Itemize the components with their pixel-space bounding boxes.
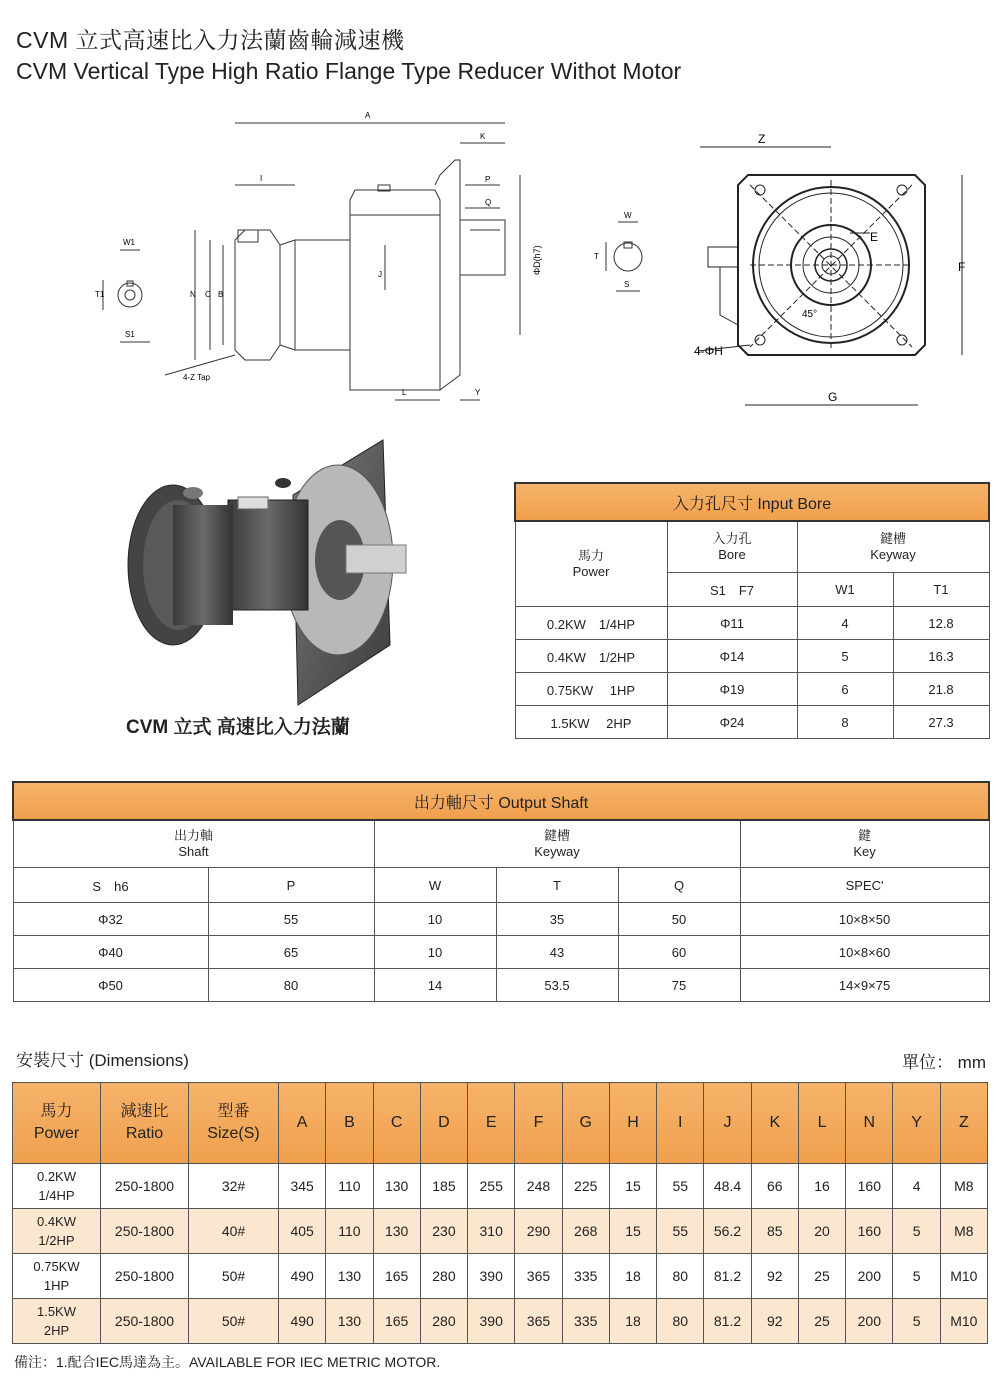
label-A: A <box>365 111 371 120</box>
os-h-s: S h6 <box>13 868 208 903</box>
dim-value: 165 <box>373 1299 420 1344</box>
label-S1: S1 <box>125 330 135 339</box>
ib-power: 1.5KW 2HP <box>515 706 667 739</box>
dim-value: 200 <box>846 1299 893 1344</box>
dim-size: 50# <box>189 1254 279 1299</box>
label-P: P <box>485 175 491 184</box>
dim-kw: 0.4KW <box>36 1214 76 1229</box>
os-s: Φ40 <box>13 936 208 969</box>
dim-power <box>13 1299 101 1344</box>
label-K: K <box>480 132 486 141</box>
dim-h-power-en: Power <box>33 1125 80 1142</box>
dim-value: 110 <box>326 1164 373 1209</box>
dim-value: 55 <box>657 1164 704 1209</box>
dimensions-table <box>12 1082 988 1344</box>
dim-h-letter: H <box>609 1083 656 1164</box>
dim-h-letter: K <box>751 1083 798 1164</box>
ib-power: 0.75KW 1HP <box>515 673 667 706</box>
dim-value: 92 <box>751 1254 798 1299</box>
label-T1: T1 <box>95 290 105 299</box>
dim-size: 50# <box>189 1299 279 1344</box>
dim-hp: 1/2HP <box>38 1233 75 1248</box>
ib-w1: 6 <box>797 673 893 706</box>
label-Y: Y <box>475 388 481 397</box>
dim-value: 5 <box>893 1254 940 1299</box>
os-s: Φ50 <box>13 969 208 1002</box>
output-shaft-title: 出力軸尺寸 Output Shaft <box>13 782 989 820</box>
table-row <box>13 936 989 969</box>
label-Q: Q <box>485 198 492 207</box>
dim-value: 80 <box>657 1254 704 1299</box>
label-F: F <box>958 260 966 274</box>
label-I: I <box>260 174 263 183</box>
input-bore-table <box>514 482 990 739</box>
label-G: G <box>828 390 838 404</box>
dim-h-letter: L <box>798 1083 845 1164</box>
dim-h-letter: I <box>657 1083 704 1164</box>
dim-value: 15 <box>609 1164 656 1209</box>
dimensions-label: 安裝尺寸 (Dimensions) <box>16 1051 189 1070</box>
os-w: 10 <box>374 903 496 936</box>
os-h-shaft-en: Shaft <box>178 844 209 859</box>
dim-value: 110 <box>326 1209 373 1254</box>
dim-value: 280 <box>420 1299 467 1344</box>
ib-w1: 5 <box>797 640 893 673</box>
os-p: 80 <box>208 969 374 1002</box>
output-keyway-drawing <box>588 205 648 300</box>
table-row <box>515 607 989 640</box>
os-q: 50 <box>618 903 740 936</box>
dim-value: 4 <box>893 1164 940 1209</box>
dim-h-letter: D <box>420 1083 467 1164</box>
dim-value: 405 <box>279 1209 326 1254</box>
os-spec: 10×8×60 <box>740 936 989 969</box>
dim-value: 390 <box>468 1254 515 1299</box>
label-N: N <box>190 290 196 299</box>
dim-value: 248 <box>515 1164 562 1209</box>
label-D: ΦD(h7) <box>532 245 542 275</box>
os-q: 60 <box>618 936 740 969</box>
dim-value: 200 <box>846 1254 893 1299</box>
os-h-spec: SPEC' <box>740 868 989 903</box>
os-h-keyway-zh: 鍵槽 <box>543 828 570 843</box>
dim-h-letter: F <box>515 1083 562 1164</box>
ib-power: 0.2KW 1/4HP <box>515 607 667 640</box>
dim-h-size-zh: 型番 <box>217 1103 250 1120</box>
dim-ratio: 250-1800 <box>101 1164 189 1209</box>
label-C: C <box>205 290 211 299</box>
os-t: 53.5 <box>496 969 618 1002</box>
dim-value: M8 <box>940 1209 987 1254</box>
os-h-shaft-zh: 出力軸 <box>173 828 213 843</box>
os-s: Φ32 <box>13 903 208 936</box>
page-title-en: CVM Vertical Type High Ratio Flange Type Reducer Withot Motor <box>16 58 682 84</box>
label-Z: Z <box>758 132 766 146</box>
dim-value: 25 <box>798 1254 845 1299</box>
dim-h-letter: Z <box>940 1083 987 1164</box>
dim-h-ratio-zh: 減速比 <box>120 1103 169 1120</box>
dim-ratio: 250-1800 <box>101 1254 189 1299</box>
table-row <box>13 1254 988 1299</box>
dim-value: 365 <box>515 1299 562 1344</box>
os-t: 35 <box>496 903 618 936</box>
os-t: 43 <box>496 936 618 969</box>
dim-kw: 1.5KW <box>36 1304 76 1319</box>
ib-h-key-zh: 鍵槽 <box>880 530 907 546</box>
dim-value: 185 <box>420 1164 467 1209</box>
os-h-w: W <box>374 868 496 903</box>
ib-w1: 4 <box>797 607 893 640</box>
dim-power <box>13 1254 101 1299</box>
ib-power: 0.4KW 1/2HP <box>515 640 667 673</box>
dim-value: 255 <box>468 1164 515 1209</box>
dim-value: M10 <box>940 1299 987 1344</box>
os-h-key-en: Key <box>853 844 876 859</box>
dim-value: 48.4 <box>704 1164 751 1209</box>
label-T: T <box>594 252 599 261</box>
dim-value: 18 <box>609 1299 656 1344</box>
dim-value: 15 <box>609 1209 656 1254</box>
table-row <box>515 640 989 673</box>
label-B: B <box>218 290 224 299</box>
dim-h-size-en: Size(S) <box>207 1125 260 1142</box>
ib-h-bore-zh: 入力孔 <box>712 530 752 546</box>
dim-value: 130 <box>373 1209 420 1254</box>
os-spec: 10×8×50 <box>740 903 989 936</box>
side-view-drawing <box>95 105 565 410</box>
label-tap: 4-Z Tap <box>183 373 210 382</box>
dim-value: M10 <box>940 1254 987 1299</box>
dim-h-letter: A <box>279 1083 326 1164</box>
dim-ratio: 250-1800 <box>101 1209 189 1254</box>
dim-value: 490 <box>279 1254 326 1299</box>
dim-h-letter: J <box>704 1083 751 1164</box>
table-row <box>515 706 989 739</box>
page-title-zh: CVM 立式高速比入力法蘭齒輪減速機 <box>16 27 405 53</box>
dim-value: 335 <box>562 1299 609 1344</box>
dim-h-ratio-en: Ratio <box>125 1125 164 1142</box>
dim-value: 490 <box>279 1299 326 1344</box>
os-w: 14 <box>374 969 496 1002</box>
dim-h-letter: B <box>326 1083 373 1164</box>
dim-hp: 1/4HP <box>38 1188 75 1203</box>
dim-value: 365 <box>515 1254 562 1299</box>
dim-value: 165 <box>373 1254 420 1299</box>
dim-value: 55 <box>657 1209 704 1254</box>
dim-value: 25 <box>798 1299 845 1344</box>
ib-h-t1: T1 <box>893 572 989 606</box>
ib-t1: 12.8 <box>893 607 989 640</box>
label-S: S <box>624 280 630 289</box>
os-w: 10 <box>374 936 496 969</box>
dim-hp: 1HP <box>43 1278 70 1293</box>
os-spec: 14×9×75 <box>740 969 989 1002</box>
label-J: J <box>378 270 382 279</box>
dim-value: 310 <box>468 1209 515 1254</box>
os-h-t: T <box>496 868 618 903</box>
dim-kw: 0.2KW <box>36 1169 76 1184</box>
dim-value: 160 <box>846 1164 893 1209</box>
table-row <box>13 1209 988 1254</box>
dim-value: 5 <box>893 1209 940 1254</box>
ib-w1: 8 <box>797 706 893 739</box>
dim-value: 92 <box>751 1299 798 1344</box>
dim-value: 81.2 <box>704 1299 751 1344</box>
dim-h-letter: Y <box>893 1083 940 1164</box>
dim-value: 335 <box>562 1254 609 1299</box>
dim-kw: 0.75KW <box>33 1259 80 1274</box>
os-h-key-zh: 鍵 <box>858 828 872 843</box>
input-bore-title: 入力孔尺寸 Input Bore <box>515 483 989 521</box>
ib-h-key-en: Keyway <box>870 546 916 562</box>
dim-size: 40# <box>189 1209 279 1254</box>
dim-value: 66 <box>751 1164 798 1209</box>
dim-h-letter: G <box>562 1083 609 1164</box>
dim-value: 130 <box>326 1299 373 1344</box>
dim-value: 225 <box>562 1164 609 1209</box>
dim-value: 160 <box>846 1209 893 1254</box>
dim-power <box>13 1164 101 1209</box>
dim-h-letter: C <box>373 1083 420 1164</box>
dim-value: 85 <box>751 1209 798 1254</box>
ib-h-power-en: Power <box>572 564 610 579</box>
dim-value: 130 <box>373 1164 420 1209</box>
table-row <box>13 903 989 936</box>
dim-hp: 2HP <box>43 1323 70 1338</box>
dim-size: 32# <box>189 1164 279 1209</box>
ib-t1: 27.3 <box>893 706 989 739</box>
label-E: E <box>870 230 879 244</box>
ib-bore: Φ24 <box>667 706 797 739</box>
dim-value: 20 <box>798 1209 845 1254</box>
table-row <box>515 673 989 706</box>
dim-value: 268 <box>562 1209 609 1254</box>
dim-h-power-zh: 馬力 <box>40 1103 73 1120</box>
dim-h-letter: E <box>468 1083 515 1164</box>
dim-value: 16 <box>798 1164 845 1209</box>
table-row <box>13 969 989 1002</box>
dim-value: 56.2 <box>704 1209 751 1254</box>
dim-ratio: 250-1800 <box>101 1299 189 1344</box>
dim-value: M8 <box>940 1164 987 1209</box>
os-p: 55 <box>208 903 374 936</box>
dim-value: 130 <box>326 1254 373 1299</box>
dim-value: 5 <box>893 1299 940 1344</box>
ib-bore: Φ19 <box>667 673 797 706</box>
dim-value: 280 <box>420 1254 467 1299</box>
ib-h-bore-en: Bore <box>718 546 746 562</box>
front-view-drawing <box>690 125 985 415</box>
label-W: W <box>624 211 632 220</box>
os-h-keyway-en: Keyway <box>534 844 580 859</box>
dim-value: 390 <box>468 1299 515 1344</box>
label-L: L <box>402 388 407 397</box>
photo-caption: CVM 立式 高速比入力法蘭 <box>126 717 350 738</box>
ib-h-w1: W1 <box>797 572 893 606</box>
product-photo <box>118 435 418 720</box>
footnote: 備注：1.配合IEC馬達為主。AVAILABLE FOR IEC METRIC MOTOR. <box>14 1354 441 1370</box>
os-q: 75 <box>618 969 740 1002</box>
dim-value: 80 <box>657 1299 704 1344</box>
ib-h-s1: S1 F7 <box>667 572 797 606</box>
ib-h-power-zh: 馬力 <box>577 548 604 563</box>
dim-h-letter: N <box>846 1083 893 1164</box>
ib-bore: Φ14 <box>667 640 797 673</box>
dim-value: 230 <box>420 1209 467 1254</box>
dim-value: 81.2 <box>704 1254 751 1299</box>
table-row <box>13 1164 988 1209</box>
dim-value: 18 <box>609 1254 656 1299</box>
ib-t1: 21.8 <box>893 673 989 706</box>
os-h-q: Q <box>618 868 740 903</box>
table-row <box>13 1299 988 1344</box>
output-shaft-table <box>12 781 990 1002</box>
label-H: 4-ΦH <box>694 344 723 358</box>
ib-bore: Φ11 <box>667 607 797 640</box>
unit-label: 單位： mm <box>901 1053 986 1072</box>
os-h-p: P <box>208 868 374 903</box>
label-angle: 45° <box>802 309 818 320</box>
dim-value: 345 <box>279 1164 326 1209</box>
label-W1: W1 <box>123 238 135 247</box>
ib-t1: 16.3 <box>893 640 989 673</box>
dim-power <box>13 1209 101 1254</box>
os-p: 65 <box>208 936 374 969</box>
dim-value: 290 <box>515 1209 562 1254</box>
